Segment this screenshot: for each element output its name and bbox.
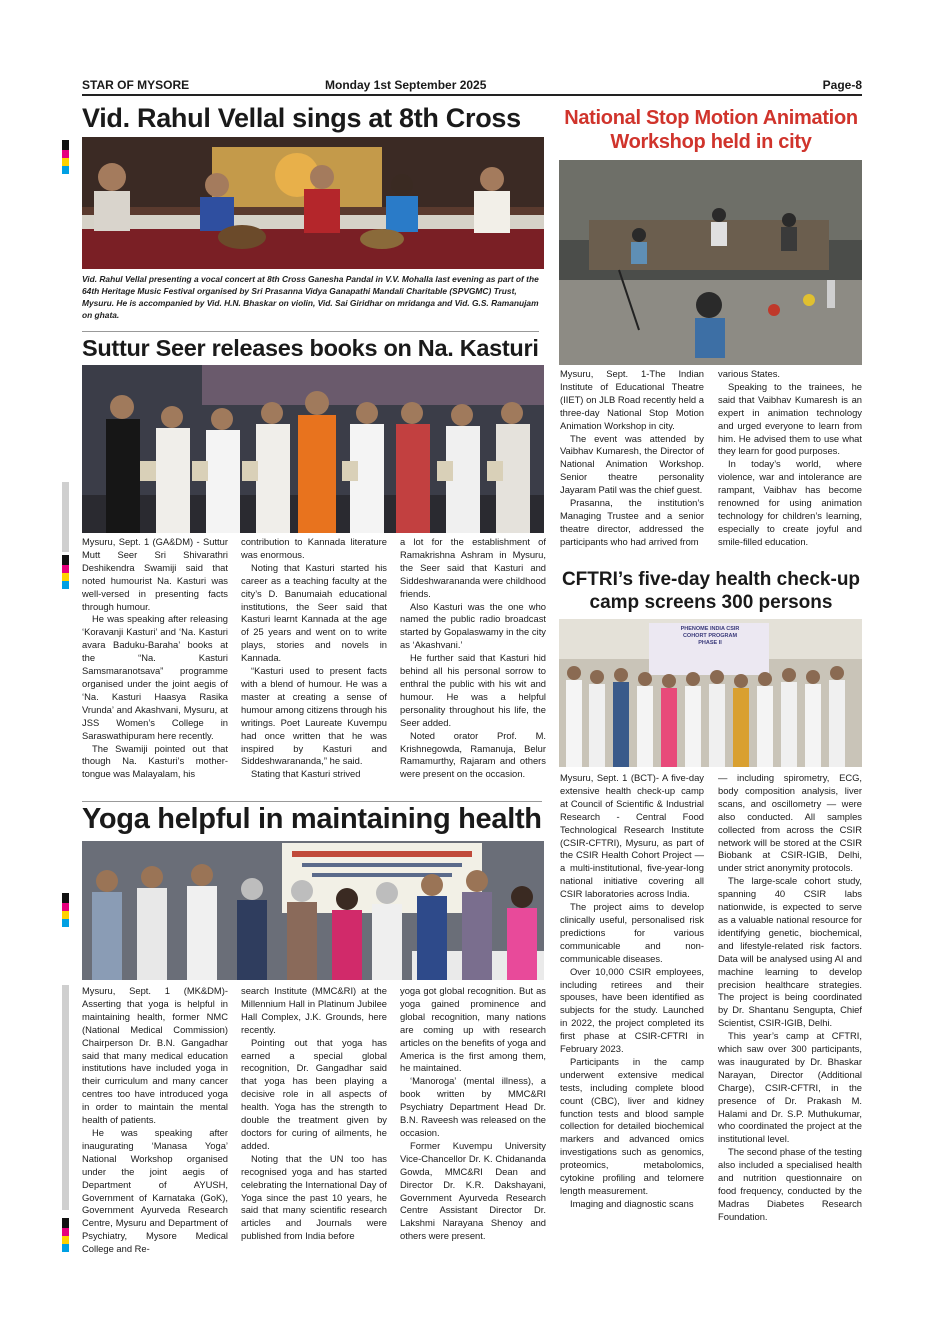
- headline-line: Workshop held in city: [610, 131, 812, 153]
- stopmotion-col-2: [718, 368, 862, 549]
- paragraph: Mysuru, Sept. 1 (GA&DM) - Suttur Mutt Seer Sri Shivarathri Deshikendra Swamiji said that noted humourist Na. Kasturi was well-versed in presenting facts through humour.: [82, 536, 228, 612]
- banner-line: PHENOME INDIA CSIR: [680, 626, 740, 632]
- paragraph: The project aims to develop clinically useful, personalised risk predictions for various communicable and non-communicable diseases.: [560, 901, 704, 964]
- cftri-col-1: [560, 772, 704, 1211]
- paragraph: yoga got global recognition. But as yoga gained prominence and global recognition, many nations are coming up with research articles on the benefits of yoga and America is the first among them, he maintained.: [400, 985, 546, 1074]
- issue-date: Monday 1st September 2025: [325, 78, 487, 92]
- stopmotion-col-1: [560, 368, 704, 549]
- photo-animation-workshop: [559, 160, 862, 365]
- paragraph: He was speaking after releasing ‘Koravanji Kasturi’ and ‘Na. Kasturi avara Baduku-Baraha’ books at the “Na. Kasturi Samsmaranotsava” programme organised under the joint aegis of ‘Na. Kasturi Haasya Rasika Vrunda’ and Akashvani, Mysuru, at JSS Women’s College in Saraswathipuram here recently.: [82, 613, 228, 741]
- paragraph: various States.: [718, 368, 781, 379]
- paragraph: Former Kuvempu University Vice-Chancellor Dr. K. Chidananda Gowda, MMC&RI Dean and Director Dr. K.R. Dakshayani, Government Ayurveda Research Centre Assistant Director Dr. Lakshmi Narayana Shenoy and others were present.: [400, 1139, 546, 1242]
- photo-concert: [82, 137, 544, 269]
- paragraph: Over 10,000 CSIR employees, including retirees and their spouses, have been identified as subjects for the study. Launched in 2022, the project completed its first phase at CSIR-CFTRI in February 2023.: [560, 965, 704, 1055]
- paragraph: Speaking to the trainees, he said that Vaibhav Kumaresh is an expert in animation technology and urged everyone to learn from him. He advised them to use what they learn for good purposes.: [718, 380, 862, 457]
- masthead: [82, 78, 862, 96]
- caption-concert: Vid. Rahul Vellal presenting a vocal concert at 8th Cross Ganesha Pandal in V.V. Mohalla last evening as part of the 64th Heritage Music Festival organised by Sri Prasanna Vidya Ganapathi Mandali Charitable (SPVGMC) Trust, Mysuru. He is accompanied by Vid. H.N. Bhaskar on violin, Vid. Sai Giridhar on mridanga and Vid. G.S. Ramanujam on ghata.: [82, 274, 539, 320]
- headline-line: National Stop Motion Animation: [564, 107, 858, 129]
- paragraph: Stating that Kasturi strived: [251, 768, 361, 780]
- yoga-col-2: [241, 985, 387, 1243]
- headline-stop-motion: [556, 106, 866, 154]
- headline-cftri: [556, 568, 866, 614]
- paragraph: Mysuru, Sept. 1 (BCT)- A five-day extensive health check-up camp at Council of Scientific & Industrial Research - Central Food Technological Research Institute (CSIR-CFTRI), Mysuru, as part of the CSIR Health Cohort Project — a multi-institutional, five-year-long national initiative covering all CSIR laboratories across India.: [560, 772, 704, 900]
- paragraph: This year’s camp at CFTRI, which saw over 300 participants, was inaugurated by Dr. Bhaskar Narayan, Director (Additional Charge), CSIR-CFTRI, in the presence of Dr. Prakash M. Halami and Dr. S.P. Muthukumar, who coordinated the project at the institutional level.: [718, 1030, 862, 1145]
- photo-book-release: [82, 365, 544, 533]
- headline-rahul-vellal: Vid. Rahul Vellal sings at 8th Cross: [82, 103, 521, 133]
- paragraph: Prasanna, the institution’s Managing Trustee and a senior theatre director, addressed the participants who had arrived from: [560, 497, 704, 547]
- banner-text: [650, 626, 770, 647]
- yoga-col-3: [400, 985, 546, 1243]
- paragraph: The event was attended by Vaibhav Kumaresh, the Director of National Animation Workshop. Senior theatre personality Jayaram Patil was the chief guest.: [560, 432, 704, 496]
- paragraph: Participants in the camp underwent extensive medical tests, including complete blood count (CBC), liver and kidney function tests and blood sample collection for detailed biochemical markers and advanced omics investigations such as genomics, proteomics, metabolomics, cytokine profiling and telomere length measurement.: [560, 1055, 704, 1196]
- paragraph: Pointing out that yoga has earned a special global recognition, Dr. Gangadhar said that yoga has been playing a decisive role in all aspects of health. Yoga has the strength to double the treatment given by doctors for curing of ailments, he added.: [241, 1036, 387, 1151]
- banner-line: COHORT PROGRAM: [682, 633, 738, 639]
- left-registration-marks-4: [62, 1218, 69, 1252]
- paragraph: In today’s world, where violence, war and intolerance are rampant, Vaibhav has become renowned for using animation technology for children’s learning, especially to create joyful and smile-filled education.: [718, 458, 862, 547]
- paragraph: The Swamiji pointed out that though Na. Kasturi’s mother-tongue was Malayalam, his: [82, 742, 228, 780]
- cftri-col-2: [718, 772, 862, 1224]
- left-grey-bar-2: [62, 985, 69, 1210]
- paragraph: a lot for the establishment of Ramakrishna Ashram in Mysuru, the Seer said that Kasturi and Siddeshwarananda were childhood friends.: [400, 536, 546, 599]
- paper-name: STAR OF MYSORE: [82, 78, 190, 92]
- paragraph: Noting that Kasturi started his career as a teaching faculty at the city’s D. Banumaiah educational institutions, the Seer said that Kasturi learnt Kannada at the age of 25 years and went on to write plays, stories and novels in Kannada.: [241, 561, 387, 664]
- suttur-col-1: [82, 536, 228, 781]
- paragraph: ‘Manoroga’ (mental illness), a book written by MMC&RI Psychiatry Department Head Dr. B.N. Raveesh was released on the occasion.: [400, 1075, 546, 1138]
- paragraph: He was speaking after inaugurating ‘Manasa Yoga’ National Workshop organised under the joint aegis of Department of AYUSH, Government of Karnataka (GoK), Government Ayurveda Research Centre, Mysuru and Department of Psychiatry, Mysore Medical College and Re-: [82, 1126, 228, 1255]
- left-registration-marks: [62, 140, 69, 174]
- paragraph: Mysuru, Sept. 1 (MK&DM)- Asserting that yoga is helpful in maintaining health, former NMC (National Medical Commission) Chairperson Dr. B.N. Gangadhar said that many medical education institutions have included yoga in their curriculum and many cancer centres too have introduced yoga in order to maintain the mental health of patients.: [82, 985, 228, 1126]
- paragraph: Also Kasturi was the one who named the public radio broadcast started by Gopalaswamy in the city as ‘Akashvani.’: [400, 600, 546, 651]
- headline-line: camp screens 300 persons: [589, 592, 833, 613]
- yoga-col-1: [82, 985, 228, 1256]
- suttur-col-3: [400, 536, 546, 781]
- left-registration-marks-2: [62, 555, 69, 589]
- photo-yoga-workshop: [82, 841, 544, 980]
- paragraph: Imaging and diagnostic scans: [570, 1197, 694, 1209]
- paragraph: The large-scale cohort study, spanning 40 CSIR labs nationwide, is expected to serve as a valuable national resource for identifying genetic, biochemical, and lifestyle-related risk factors. Data will be analysed using AI and machine learning to develop precision healthcare strategies. The project is being coordinated by Dr. Shantanu Sengupta, Chief Scientist, CSIR-IGIB, Delhi.: [718, 875, 862, 1029]
- headline-yoga: Yoga helpful in maintaining health: [82, 803, 542, 835]
- headline-suttur-seer: Suttur Seer releases books on Na. Kasturi: [82, 331, 539, 362]
- paragraph: Mysuru, Sept. 1-The Indian Institute of Educational Theatre (IIET) on JLB Road recently held a three-day National Stop Motion Animation Workshop in city.: [560, 368, 704, 431]
- banner-line: PHASE II: [698, 640, 722, 646]
- suttur-col-2: [241, 536, 387, 781]
- paragraph: Noted orator Prof. M. Krishnegowda, Ramanuja, Belur Ramamurthy, Rajaram and others were present on the occasion.: [400, 729, 546, 780]
- left-registration-marks-3: [62, 893, 69, 927]
- paragraph: search Institute (MMC&RI) at the Millennium Hall in Platinum Jubilee Hall Complex, J.K. Grounds, here recently.: [241, 985, 387, 1035]
- left-grey-bar: [62, 482, 69, 552]
- paragraph: Noting that the UN too has recognised yoga and has started celebrating the International Day of Yoga since the past 10 years, he said that many scientific research articles and Journals were published from India before: [241, 1152, 387, 1242]
- paragraph: He further said that Kasturi hid behind all his personal sorrow to enthral the public with his wit and humour. He was a helpful personality throughout his life, the Seer added.: [400, 652, 546, 728]
- paragraph: contribution to Kannada literature was enormous.: [241, 536, 387, 560]
- page-number: Page-8: [822, 78, 862, 92]
- headline-line: CFTRI’s five-day health check-up: [561, 569, 861, 590]
- paragraph: “Kasturi used to present facts with a blend of humour. He was a master at creating a sense of humour among citizens through his writings. Poet Laureate Kuvempu had once written that he was inspired by Kasturi and Siddeshwarananda,” he said.: [241, 665, 387, 767]
- paragraph: The second phase of the testing also included a specialised health and nutrition questionnaire on food frequency, conducted by the Madras Diabetes Research Foundation.: [718, 1146, 862, 1222]
- paragraph: — including spirometry, ECG, body composition analysis, liver scans, and oscillometry — were also conducted. All samples collected from across the CSIR network will be stored at the CSIR Biobank at CSIR-IGIB, Delhi, under strict anonymity protocols.: [718, 772, 862, 874]
